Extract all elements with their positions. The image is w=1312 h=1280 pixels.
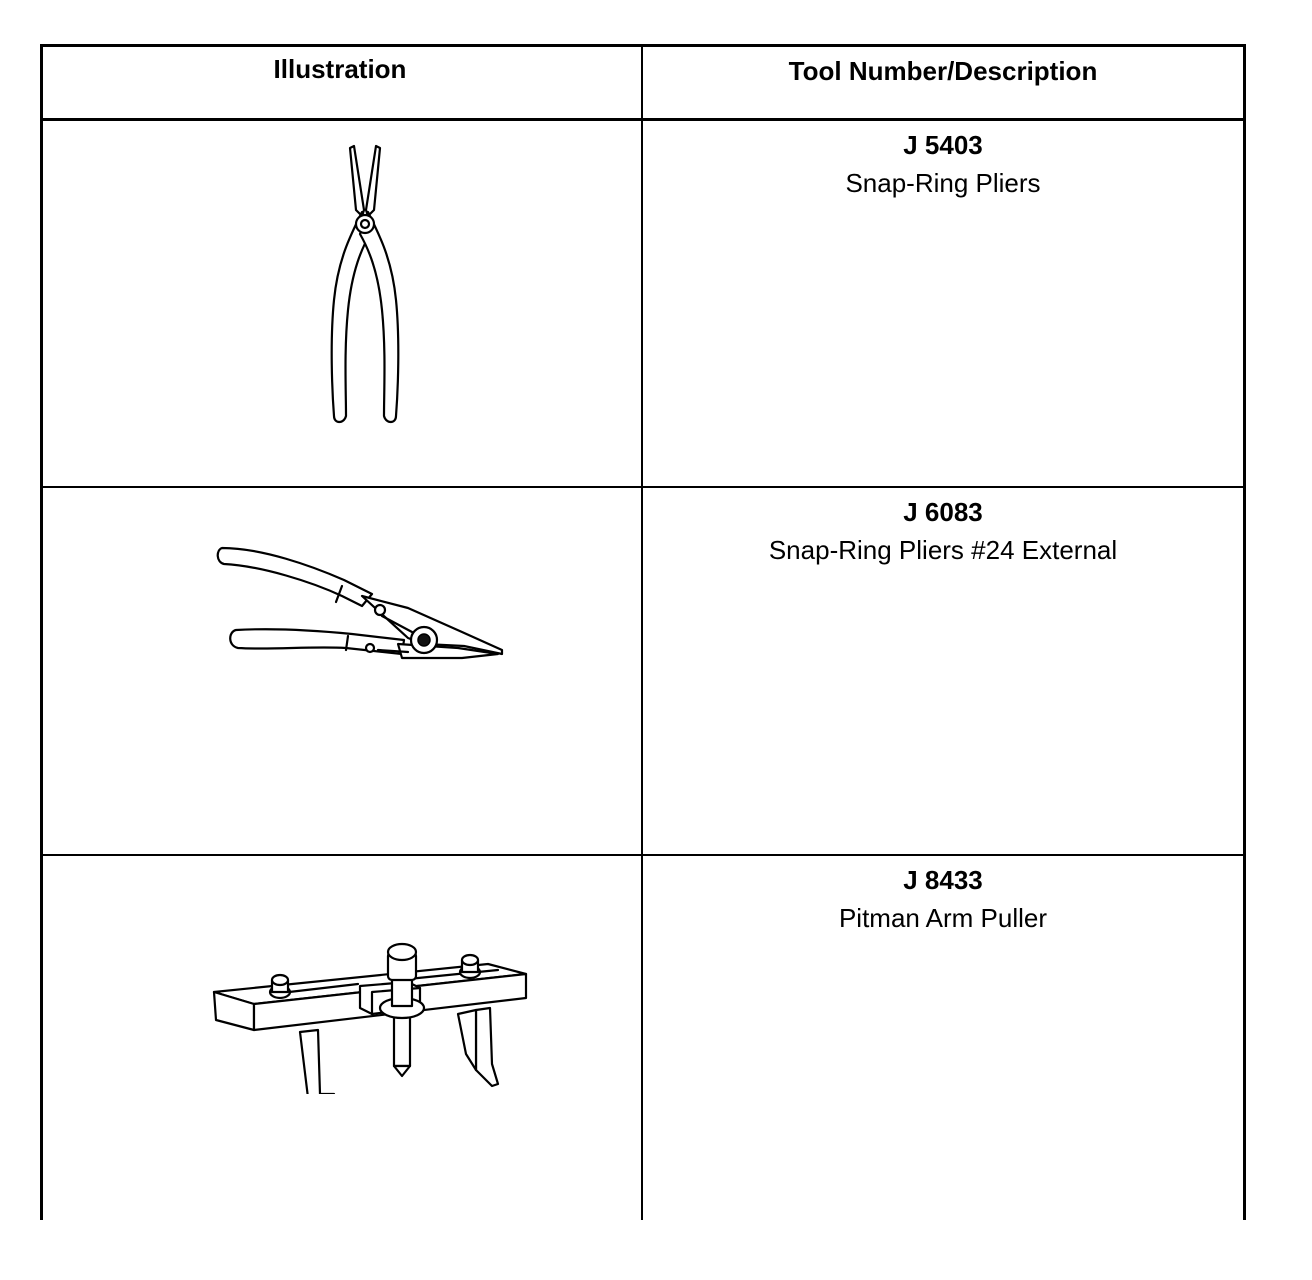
tool-table xyxy=(40,44,1246,1220)
snap-ring-pliers-icon xyxy=(310,140,420,430)
row-1-tool-cell xyxy=(643,130,1243,198)
external-snap-ring-pliers-icon xyxy=(212,536,512,676)
tool-description: Snap-Ring Pliers xyxy=(845,168,1041,198)
table-row-divider-1 xyxy=(40,486,1246,488)
tool-number: J 8433 xyxy=(903,865,983,895)
header-illustration: Illustration xyxy=(273,54,407,84)
pitman-arm-puller-icon xyxy=(208,934,538,1094)
row-3-tool-cell xyxy=(643,865,1243,933)
tool-number: J 6083 xyxy=(903,497,983,527)
tool-description: Pitman Arm Puller xyxy=(838,903,1048,933)
table-header-divider xyxy=(40,118,1246,121)
table-border-right xyxy=(1243,44,1246,1220)
table-border-top xyxy=(40,44,1246,47)
row-2-tool-cell xyxy=(643,497,1243,565)
table-row-divider-2 xyxy=(40,854,1246,856)
tool-number: J 5403 xyxy=(903,130,983,160)
table-column-divider xyxy=(641,44,643,1220)
header-tool-number-description: Tool Number/Description xyxy=(788,56,1098,86)
tool-description: Snap-Ring Pliers #24 External xyxy=(768,535,1118,565)
table-border-left xyxy=(40,44,43,1220)
